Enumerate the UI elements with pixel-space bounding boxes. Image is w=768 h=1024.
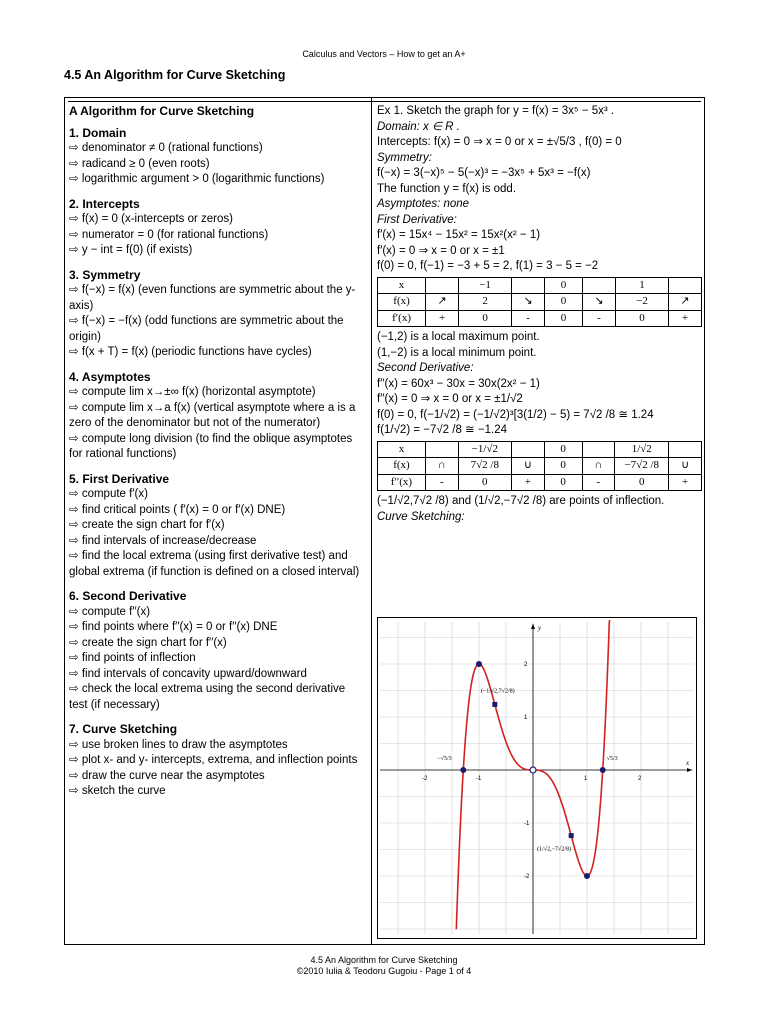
example-line: Curve Sketching: <box>377 510 465 523</box>
x-tick-label: -1 <box>476 776 482 782</box>
sign-chart-cell <box>425 441 458 458</box>
inflection-point <box>569 833 574 838</box>
section-title: 3. Symmetry <box>69 267 141 282</box>
example-line: (−1,2) is a local maximum point. <box>377 331 540 343</box>
example-line: (1,−2) is a local minimum point. <box>377 346 537 359</box>
sign-chart-cell <box>583 277 616 294</box>
section-item: ⇨ find the local extrema (using first derivative test) and global extrema (if function is defined on a closed interval) <box>69 550 360 578</box>
curve-sketch-svg <box>378 618 696 938</box>
sign-chart-cell: + <box>669 310 702 327</box>
example-line: Second Derivative: <box>377 362 474 374</box>
sign-chart-cell: f′(x) <box>378 310 426 327</box>
positive-root-label: √5/3 <box>606 756 618 762</box>
sign-chart-cell <box>669 441 702 458</box>
sign-chart-cell: 0 <box>615 474 669 491</box>
sign-chart-row <box>378 474 702 491</box>
section-item: ⇨ f(x + T) = f(x) (periodic functions have cycles) <box>69 346 312 358</box>
sign-chart-cell: ↘ <box>583 294 616 311</box>
section-title: 5. First Derivative <box>69 471 170 486</box>
sign-chart-cell <box>582 441 615 458</box>
section-item: ⇨ f(−x) = f(x) (even functions are symmetric about the y-axis) <box>69 284 356 312</box>
section-item: ⇨ compute f′(x) <box>69 488 148 500</box>
sign-chart-row <box>378 277 702 294</box>
algorithm-column <box>69 104 366 800</box>
negative-root-label: −√5/3 <box>437 756 452 762</box>
example-line: Symmetry: <box>377 151 432 164</box>
section-item: ⇨ logarithmic argument > 0 (logarithmic functions) <box>69 173 325 185</box>
sign-chart-cell <box>512 277 545 294</box>
section-item: ⇨ denominator ≠ 0 (rational functions) <box>69 142 263 154</box>
x-axis-label: x <box>686 759 690 767</box>
origin-point <box>530 767 536 773</box>
section-item: ⇨ find points of inflection <box>69 652 196 664</box>
section-item: ⇨ find intervals of increase/decrease <box>69 534 257 547</box>
right-inflection-label: (1/√2,−7√2/8) <box>537 846 571 853</box>
first-derivative-sign-chart <box>377 277 702 328</box>
example-line: f(1/√2) = −7√2 /8 ≅ −1.24 <box>377 424 507 436</box>
example-line: f(0) = 0, f(−1) = −3 + 5 = 2, f(1) = 3 − 5 = −2 <box>377 260 599 272</box>
sign-chart-cell: 0 <box>545 310 583 327</box>
example-line: First Derivative: <box>377 213 457 226</box>
example-lines-top <box>377 104 702 275</box>
second-derivative-sign-chart <box>377 441 702 492</box>
key-point <box>460 767 466 773</box>
x-tick-label: 2 <box>638 776 642 782</box>
example-line: f′(x) = 0 ⇒ x = 0 or x = ±1 <box>377 244 505 257</box>
y-tick-label: 2 <box>524 662 528 668</box>
section-item: ⇨ create the sign chart for f′′(x) <box>69 636 227 649</box>
example-line: Asymptotes: none <box>377 198 470 210</box>
sign-chart-cell: 0 <box>545 294 583 311</box>
curve-sketch-graph <box>377 617 697 939</box>
sign-chart-cell: ∪ <box>669 458 702 475</box>
sign-chart-cell: 0 <box>545 277 583 294</box>
y-axis-arrow <box>531 624 535 629</box>
section-item: ⇨ compute f′′(x) <box>69 605 151 618</box>
y-tick-label: 1 <box>524 715 528 721</box>
sign-chart-cell: + <box>511 474 544 491</box>
section-title: 6. Second Derivative <box>69 589 187 603</box>
section-item: ⇨ numerator = 0 (for rational functions) <box>69 228 269 241</box>
x-tick-label: 1 <box>584 776 588 782</box>
sign-chart-cell: 0 <box>459 310 512 327</box>
sign-chart-cell <box>426 277 459 294</box>
sign-chart-cell: 2 <box>459 294 512 311</box>
sign-chart-row <box>378 441 702 458</box>
section-item: ⇨ find critical points ( f′(x) = 0 or f′(x) DNE) <box>69 503 286 516</box>
section-title: 4. Asymptotes <box>69 369 151 384</box>
sign-chart-cell: f′′(x) <box>378 474 426 491</box>
example-line: The function y = f(x) is odd. <box>377 182 517 195</box>
page-footer <box>0 955 768 977</box>
running-header: Calculus and Vectors – How to get an A+ <box>302 49 466 59</box>
sign-chart-cell: 0 <box>544 441 582 458</box>
section-item: ⇨ y − int = f(0) (if exists) <box>69 244 193 256</box>
example-line: f′′(x) = 60x³ − 30x = 30x(2x² − 1) <box>377 377 540 390</box>
example-lines-mid <box>377 330 702 439</box>
sign-chart-cell: 0 <box>544 458 582 475</box>
sign-chart-cell: - <box>583 310 616 327</box>
section-title: 2. Intercepts <box>69 196 140 211</box>
sign-chart-cell: ↗ <box>669 294 702 311</box>
section-item: ⇨ plot x- and y- intercepts, extrema, and inflection points <box>69 754 358 766</box>
sign-chart-cell: ∩ <box>582 458 615 475</box>
section-title: 7. Curve Sketching <box>69 722 178 736</box>
sign-chart-cell: 7√2 /8 <box>458 458 511 475</box>
sign-chart-cell: 0 <box>615 310 668 327</box>
sign-chart-cell: 0 <box>458 474 511 491</box>
y-axis-label: y <box>538 624 542 632</box>
sign-chart-cell: + <box>669 474 702 491</box>
section-item: ⇨ sketch the curve <box>69 785 166 797</box>
section-item: ⇨ compute lim x→±∞ f(x) (horizontal asymptote) <box>69 386 316 398</box>
section-item: ⇨ find points where f′′(x) = 0 or f′′(x) DNE <box>69 621 278 633</box>
example-line: Ex 1. Sketch the graph for y = f(x) = 3x⁵ − 5x³ . <box>377 105 615 117</box>
x-tick-label: -2 <box>422 776 428 782</box>
sign-chart-cell: - <box>512 310 545 327</box>
section-item: ⇨ compute long division (to find the oblique asymptotes for rational functions) <box>69 432 353 460</box>
sign-chart-cell <box>511 441 544 458</box>
section-item: ⇨ radicand ≥ 0 (even roots) <box>69 157 210 170</box>
x-axis-arrow <box>687 768 692 772</box>
section-item: ⇨ find intervals of concavity upward/downward <box>69 667 307 680</box>
section-item: ⇨ compute lim x→a f(x) (vertical asymptote where a is a zero of the denominator but not of the numerator) <box>69 401 356 429</box>
sign-chart-cell: - <box>425 474 458 491</box>
sign-chart-cell: x <box>378 277 426 294</box>
sign-chart-cell: ∪ <box>511 458 544 475</box>
sign-chart-row <box>378 310 702 327</box>
inflection-point <box>492 702 497 707</box>
example-line: Domain: x ∈ R . <box>377 120 460 133</box>
example-line: f(0) = 0, f(−1/√2) = (−1/√2)³[3(1/2) − 5) = 7√2 /8 ≅ 1.24 <box>377 408 654 421</box>
sign-chart-cell: −1 <box>459 277 512 294</box>
sign-chart-cell: - <box>582 474 615 491</box>
sign-chart-cell: 1 <box>615 277 668 294</box>
sign-chart-cell: + <box>426 310 459 327</box>
example-line: (−1/√2,7√2 /8) and (1/√2,−7√2 /8) are points of inflection. <box>377 495 665 507</box>
sign-chart-cell: −1/√2 <box>458 441 511 458</box>
sign-chart-cell: f(x) <box>378 294 426 311</box>
left-inflection-label: (−1/√2,7√2/8) <box>480 688 515 695</box>
footer-title: 4.5 An Algorithm for Curve Sketching <box>310 955 458 965</box>
example-column <box>377 104 702 525</box>
frame-top-line <box>68 101 701 102</box>
column-divider <box>371 98 372 944</box>
section-item: ⇨ draw the curve near the asymptotes <box>69 769 265 782</box>
sign-chart-row <box>378 294 702 311</box>
algorithm-heading: A Algorithm for Curve Sketching <box>69 104 255 118</box>
page-title: 4.5 An Algorithm for Curve Sketching <box>64 68 286 82</box>
algorithm-sections <box>69 126 366 800</box>
sign-chart-cell: −2 <box>615 294 668 311</box>
sign-chart-cell: x <box>378 441 426 458</box>
sign-chart-cell: f(x) <box>378 458 426 475</box>
section-item: ⇨ f(x) = 0 (x-intercepts or zeros) <box>69 213 233 225</box>
sign-chart-cell: 1/√2 <box>615 441 669 458</box>
sign-chart-cell: ↗ <box>426 294 459 311</box>
content-frame <box>64 97 705 945</box>
section-item: ⇨ f(−x) = −f(x) (odd functions are symmetric about the origin) <box>69 315 344 343</box>
y-tick-label: -2 <box>524 874 530 880</box>
sign-chart-cell <box>669 277 702 294</box>
sign-chart-cell: 0 <box>544 474 582 491</box>
sign-chart-row <box>378 458 702 475</box>
sign-chart-cell: ↘ <box>512 294 545 311</box>
section-item: ⇨ create the sign chart for f′(x) <box>69 519 225 531</box>
key-point <box>476 661 482 667</box>
key-point <box>600 767 606 773</box>
example-line: f′′(x) = 0 ⇒ x = 0 or x = ±1/√2 <box>377 393 523 405</box>
section-item: ⇨ use broken lines to draw the asymptotes <box>69 738 288 751</box>
example-line: f(−x) = 3(−x)⁵ − 5(−x)³ = −3x⁵ + 5x³ = −f(x) <box>377 167 591 179</box>
example-line: Intercepts: f(x) = 0 ⇒ x = 0 or x = ±√5/3 , f(0) = 0 <box>377 136 622 148</box>
key-point <box>584 873 590 879</box>
sign-chart-cell: −7√2 /8 <box>615 458 669 475</box>
sign-chart-cell: ∩ <box>425 458 458 475</box>
example-lines-bottom <box>377 494 702 525</box>
section-title: 1. Domain <box>69 125 127 140</box>
example-line: f′(x) = 15x⁴ − 15x² = 15x²(x² − 1) <box>377 229 541 241</box>
y-tick-label: -1 <box>524 821 530 827</box>
footer-copyright: ©2010 Iulia & Teodoru Gugoiu - Page 1 of 4 <box>296 966 472 976</box>
section-item: ⇨ check the local extrema using the second derivative test (if necessary) <box>69 683 346 711</box>
